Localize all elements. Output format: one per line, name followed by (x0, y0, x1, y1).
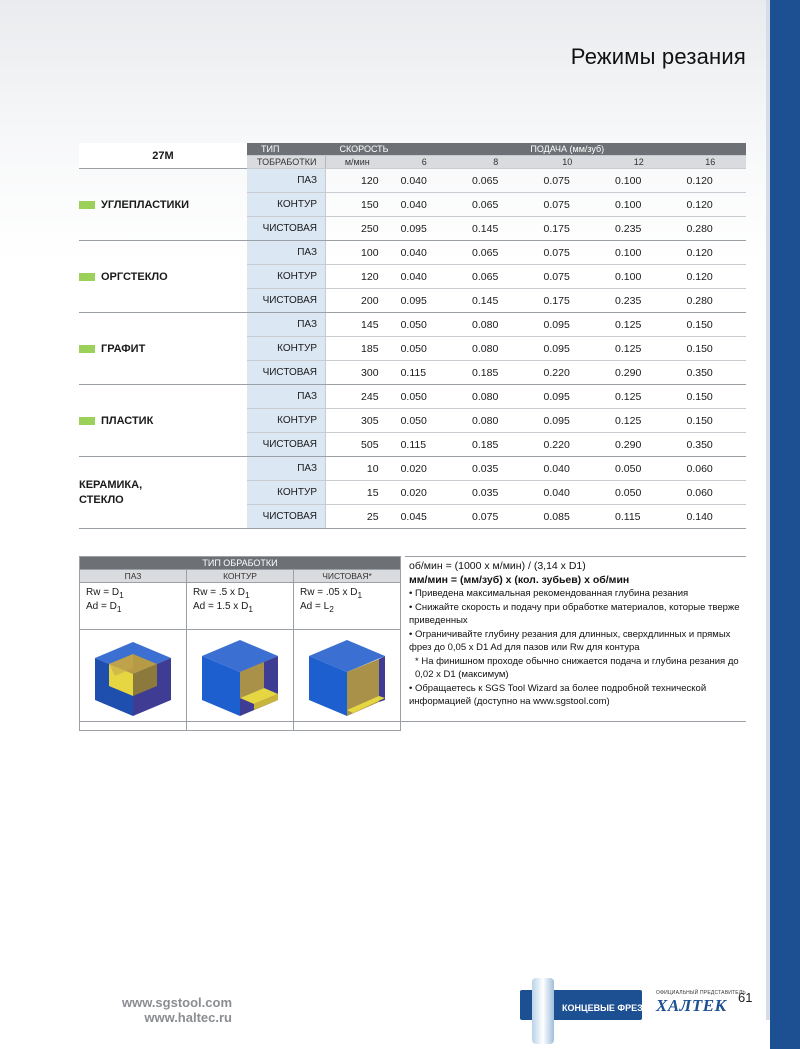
brand-tagline: ОФИЦИАЛЬНЫЙ ПРЕДСТАВИТЕЛЬ (656, 990, 746, 996)
operation-cell: ЧИСТОВАЯ (247, 505, 326, 529)
feed-cell: 0.290 (603, 361, 674, 385)
feed-cell: 0.175 (532, 289, 603, 313)
speed-cell: 120 (326, 169, 389, 193)
feed-cell: 0.120 (675, 193, 747, 217)
feed-cell: 0.050 (603, 481, 674, 505)
material-name: ГРАФИТ (79, 313, 247, 385)
finish-diagram (299, 636, 395, 722)
speed-cell: 200 (326, 289, 389, 313)
feed-cell: 0.095 (532, 313, 603, 337)
feed-cell: 0.050 (389, 337, 460, 361)
diameter-header: 8 (460, 156, 531, 169)
header-feed: ПОДАЧА (мм/зуб) (389, 143, 746, 156)
feed-cell: 0.095 (389, 289, 460, 313)
website-haltec[interactable]: www.haltec.ru (144, 1010, 232, 1025)
operation-cell: КОНТУР (247, 337, 326, 361)
note-item: • Приведена максимальная рекомендованная глубина резания (409, 588, 689, 599)
note-item: • Обращаетесь к SGS Tool Wizard за более подробной технической информацией (доступно на www.sgstool.com) (409, 682, 707, 707)
speed-cell: 245 (326, 385, 389, 409)
feed-cell: 0.020 (389, 457, 460, 481)
feed-cell: 0.185 (460, 433, 531, 457)
feed-cell: 0.145 (460, 217, 531, 241)
feed-cell: 0.085 (532, 505, 603, 529)
note-item: • Ограничивайте глубину резания для длинных, сверхдлинных и прямых фрез до 0,05 x D1 Ad для пазов или Rw для контура (409, 628, 731, 653)
material-swatch (79, 273, 95, 281)
material-name: КЕРАМИКА, СТЕКЛО (79, 457, 247, 529)
speed-cell: 10 (326, 457, 389, 481)
operation-cell: ПАЗ (247, 169, 326, 193)
operation-cell: ПАЗ (247, 313, 326, 337)
feed-cell: 0.065 (460, 265, 531, 289)
feed-cell: 0.080 (460, 337, 531, 361)
feed-cell: 0.050 (389, 385, 460, 409)
feed-cell: 0.150 (675, 337, 747, 361)
contour-diagram-cell (187, 630, 294, 731)
feed-cell: 0.095 (532, 385, 603, 409)
feed-cell: 0.060 (675, 457, 747, 481)
table-row (79, 169, 746, 193)
note-item: • Снижайте скорость и подачу при обработке материалов, которые тверже приведенных (409, 601, 740, 626)
slot-diagram-cell (80, 630, 187, 731)
feed-cell: 0.075 (532, 241, 603, 265)
feed-cell: 0.035 (460, 457, 531, 481)
header-speed: СКОРОСТЬ (326, 143, 389, 156)
diameter-header: 6 (389, 156, 460, 169)
feed-cell: 0.280 (675, 217, 747, 241)
feed-cell: 0.065 (460, 169, 531, 193)
speed-cell: 250 (326, 217, 389, 241)
feed-cell: 0.185 (460, 361, 531, 385)
feed-cell: 0.075 (532, 265, 603, 289)
speed-cell: 185 (326, 337, 389, 361)
operation-cell: ЧИСТОВАЯ (247, 289, 326, 313)
end-mill-icon (532, 978, 554, 1044)
operation-cell: ЧИСТОВАЯ (247, 217, 326, 241)
website-sgstool[interactable]: www.sgstool.com (121, 995, 232, 1010)
feed-cell: 0.115 (389, 433, 460, 457)
feed-cell: 0.220 (532, 433, 603, 457)
feed-cell: 0.040 (389, 169, 460, 193)
feed-cell: 0.040 (389, 241, 460, 265)
feed-cell: 0.075 (532, 169, 603, 193)
feed-cell: 0.125 (603, 409, 674, 433)
material-swatch (79, 417, 95, 425)
feed-cell: 0.050 (389, 313, 460, 337)
feed-cell: 0.065 (460, 241, 531, 265)
diameter-header: 16 (675, 156, 747, 169)
operation-cell: КОНТУР (247, 481, 326, 505)
feed-cell: 0.120 (675, 265, 747, 289)
note-item: * На финишном проходе обычно снижается подача и глубина резания до 0,02 x D1 (максимум) (415, 655, 739, 680)
feed-cell: 0.125 (603, 385, 674, 409)
operation-cell: КОНТУР (247, 409, 326, 433)
feed-cell: 0.150 (675, 409, 747, 433)
feed-cell: 0.040 (532, 457, 603, 481)
diameter-header: 10 (532, 156, 603, 169)
feed-cell: 0.075 (460, 505, 531, 529)
speed-cell: 305 (326, 409, 389, 433)
feed-cell: 0.175 (532, 217, 603, 241)
feed-cell: 0.115 (603, 505, 674, 529)
machining-col-slot: ПАЗ (80, 570, 187, 583)
feed-cell: 0.150 (675, 313, 747, 337)
material-name: ПЛАСТИК (79, 385, 247, 457)
feed-cell: 0.045 (389, 505, 460, 529)
machining-type-header: ТИП ОБРАБОТКИ (80, 557, 401, 570)
feed-cell: 0.100 (603, 169, 674, 193)
feed-cell: 0.115 (389, 361, 460, 385)
diameter-header: 12 (603, 156, 674, 169)
contour-diagram (192, 636, 288, 722)
feed-cell: 0.095 (532, 409, 603, 433)
feed-cell: 0.095 (389, 217, 460, 241)
formula-feed-rate: мм/мин = (мм/зуб) x (кол. зубьев) x об/мин (409, 573, 630, 586)
feed-cell: 0.145 (460, 289, 531, 313)
header-type: ТИП (247, 143, 326, 156)
speed-cell: 15 (326, 481, 389, 505)
page-number: 61 (738, 990, 753, 1005)
header-speed-unit: м/мин (326, 156, 389, 169)
feed-cell: 0.040 (389, 265, 460, 289)
feed-cell: 0.040 (532, 481, 603, 505)
table-row (79, 313, 746, 337)
side-bar (770, 0, 800, 1049)
feed-cell: 0.080 (460, 385, 531, 409)
feed-cell: 0.060 (675, 481, 747, 505)
speed-cell: 505 (326, 433, 389, 457)
header-type-sub: ТОБРАБОТКИ (247, 156, 326, 169)
operation-cell: ЧИСТОВАЯ (247, 433, 326, 457)
feed-cell: 0.235 (603, 289, 674, 313)
brand-logo: ХАЛТЕК (656, 996, 727, 1015)
feed-cell: 0.125 (603, 313, 674, 337)
feed-cell: 0.120 (675, 241, 747, 265)
feed-cell: 0.080 (460, 313, 531, 337)
feed-cell: 0.100 (603, 265, 674, 289)
table-row (79, 385, 746, 409)
feed-cell: 0.290 (603, 433, 674, 457)
table-row (79, 457, 746, 481)
feed-cell: 0.235 (603, 217, 674, 241)
machining-col-contour: КОНТУР (187, 570, 294, 583)
feed-cell: 0.050 (389, 409, 460, 433)
speed-cell: 145 (326, 313, 389, 337)
section-bottom-rule (79, 721, 746, 722)
feed-cell: 0.020 (389, 481, 460, 505)
finish-diagram-cell (294, 630, 401, 731)
feed-cell: 0.350 (675, 433, 747, 457)
speed-cell: 150 (326, 193, 389, 217)
speed-cell: 300 (326, 361, 389, 385)
page-title: Режимы резания (570, 44, 746, 69)
notes-top-rule (405, 556, 746, 557)
feed-cell: 0.120 (675, 169, 747, 193)
feed-cell: 0.125 (603, 337, 674, 361)
operation-cell: КОНТУР (247, 265, 326, 289)
table-row (79, 241, 746, 265)
feed-cell: 0.100 (603, 241, 674, 265)
speed-cell: 25 (326, 505, 389, 529)
feed-cell: 0.040 (389, 193, 460, 217)
notes-block (409, 560, 749, 709)
formula-rpm: об/мин = (1000 x м/мин) / (3,14 x D1) (409, 560, 586, 572)
feed-cell: 0.035 (460, 481, 531, 505)
tool-code: 27M (79, 143, 247, 169)
footer-websites (112, 995, 232, 1025)
operation-cell: КОНТУР (247, 193, 326, 217)
material-name: ОРГСТЕКЛО (79, 241, 247, 313)
material-swatch (79, 345, 95, 353)
slot-formula: $Rw = D_1$ $Ad = D_1$ (80, 583, 187, 630)
material-name: УГЛЕПЛАСТИКИ (79, 169, 247, 241)
feed-cell: 0.100 (603, 193, 674, 217)
feed-cell: 0.050 (603, 457, 674, 481)
contour-formula: Rw = .5 x $D_1$ Ad = 1.5 x $D_1$ (187, 583, 294, 630)
feed-cell: 0.095 (532, 337, 603, 361)
operation-cell: ПАЗ (247, 457, 326, 481)
feed-cell: 0.280 (675, 289, 747, 313)
feed-cell: 0.220 (532, 361, 603, 385)
feed-cell: 0.150 (675, 385, 747, 409)
feed-cell: 0.140 (675, 505, 747, 529)
finish-formula: Rw = .05 x $D_1$ $Ad = L_2$ (294, 583, 401, 630)
material-swatch (79, 201, 95, 209)
feed-cell: 0.350 (675, 361, 747, 385)
feed-cell: 0.075 (532, 193, 603, 217)
end-mills-label: КОНЦЕВЫЕ ФРЕЗЫ (562, 1003, 652, 1013)
machining-col-finish: ЧИСТОВАЯ* (294, 570, 401, 583)
machining-type-table (79, 556, 401, 731)
feed-cell: 0.065 (460, 193, 531, 217)
slot-diagram (85, 636, 181, 722)
operation-cell: ПАЗ (247, 385, 326, 409)
speed-cell: 120 (326, 265, 389, 289)
operation-cell: ПАЗ (247, 241, 326, 265)
operation-cell: ЧИСТОВАЯ (247, 361, 326, 385)
feed-cell: 0.080 (460, 409, 531, 433)
cutting-modes-table (79, 143, 746, 529)
speed-cell: 100 (326, 241, 389, 265)
